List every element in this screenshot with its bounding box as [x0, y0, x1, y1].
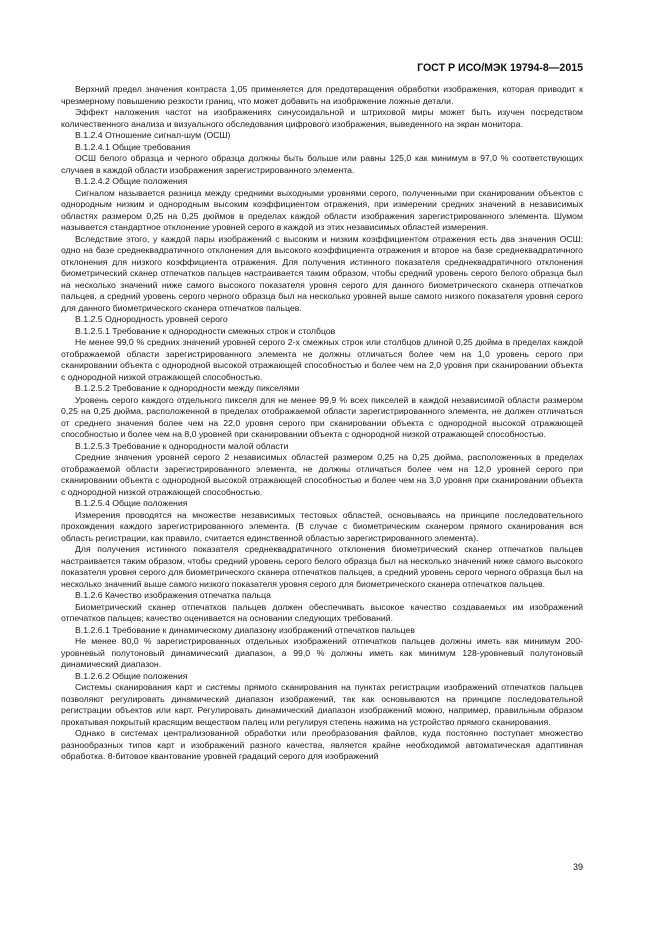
section-heading: В.1.2.4.2 Общие положения — [75, 176, 188, 186]
section-heading: В.1.2.6 Качество изображения отпечатка пальца — [75, 590, 271, 600]
paragraph: Вследствие этого, у каждой пары изображений с высоким и низким коэффициентом отражения есть два значения ОСШ: одно на базе среднеквадратичного отклонения для высокого коэффициента отражения и второе на базе среднеквадратичного отклонения для низкого коэффициента отражения. Для получения истинного показателя среднеквадратичного отклонения биометрический сканер отпечатков пальцев настраивается таким образом, чтобы средний уровень серого белого образца был на несколько значений ниже самого высокого показателя уровня серого для данного биометрического сканера отпечатков пальцев, а средний уровень серого черного образца был на несколько уровней выше самого низкого показателя уровня серого для данного биометрического сканера отпечатков пальцев. — [61, 233, 583, 313]
section-heading: В.1.2.4.1 Общие требования — [75, 141, 191, 152]
paragraph: Для получения истинного показателя среднеквадратичного отклонения биометрический сканер отпечатков пальцев настраивается таким образом, чтобы средний уровень серого белого образца был на несколько значений ниже самого высокого показателя уровня серого для биометрического сканера отпечатков пальцев, а средний уровень серого черного образца был на несколько значений выше самого низкого показателя уровня серого для биометрического сканера отпечатков пальцев. — [61, 544, 583, 589]
paragraph: Не менее 99,0 % средних значений уровней серого 2-х смежных строк или столбцов длиной 0,25 дюйма в пределах каждой отображаемой области зарегистрированного элемента не должны отличаться более чем на 1,0 уровень серого при сканировании объекта с однородной высокой отражающей способностью и более чем на 2,0 уровня при сканировании объекта с однородной низкой отражающей способностью. — [61, 337, 583, 382]
paragraph: Верхний предел значения контраста 1,05 применяется для предотвращения обработки изображения, которая приводит к чрезмерному повышению резкости границ, что может добавить на изображение ложные детали. — [61, 84, 583, 106]
section-heading: В.1.2.4 Отношение сигнал-шум (ОСШ) — [75, 130, 231, 140]
paragraph: Биометрический сканер отпечатков пальцев должен обеспечивать высокое качество создаваемых им изображений отпечатков пальцев; качество оценивается на основании следующих требований. — [61, 601, 583, 623]
section-heading: В.1.2.5 Однородность уровней серого — [75, 314, 228, 324]
paragraph: Средние значения уровней серого 2 независимых областей размером 0,25 на 0,25 дюйма, расположенных в пределах отображаемой области зарегистрированного элемента, не должны отличаться более чем на 12,0 уровней серого при сканировании объекта с однородной высокой отражающей способностью и более чем на 3,0 уровня при сканировании объекта с однородной низкой отражающей способностью. — [61, 452, 583, 497]
section-heading: В.1.2.5.4 Общие положения — [75, 498, 188, 508]
section-heading: В.1.2.6.1 Требование к динамическому диапазону изображений отпечатков пальцев — [75, 624, 415, 635]
section-heading: В.1.2.5.1 Требование к однородности смежных строк и столбцов — [75, 325, 336, 336]
paragraph: Измерения проводятся на множестве независимых тестовых областей, основываясь на принципе последовательного прохождения каждого зарегистрированного элемента. (В случае с биометрическим сканером прямого сканирования вся область регистрации, как правило, считается единственной областью зарегистрированного элемента). — [61, 509, 583, 543]
paragraph: Уровень серого каждого отдельного пикселя для не менее 99,9 % всех пикселей в каждой независимой области размером 0,25 на 0,25 дюйма, расположенной в пределах отображаемой области зарегистрированного элемента, не должен отличаться от среднего значения более чем на 22,0 уровня серого при сканировании объекта с однородной высокой отражающей способностью и более чем на 8,0 уровней при сканировании объекта с однородной низкой отражающей способностью. — [61, 394, 583, 439]
section-heading: В.1.2.5.3 Требование к однородности малой области — [75, 440, 289, 451]
paragraph: Сигналом называется разница между средними выходными уровнями серого, полученными при сканировании объектов с однородным низким и однородным высоким коэффициентом отражения, при измерении средних значений в независимых областях размером 0,25 на 0,25 дюймов в пределах каждой области изображения зарегистрированного элемента. Шумом называется стандартное отклонение уровней серого в каждой из этих независимых областей измерения. — [61, 187, 583, 232]
body-text — [61, 84, 583, 763]
section-heading: В.1.2.6.2 Общие положения — [75, 670, 188, 681]
paragraph: Системы сканирования карт и системы прямого сканирования на пунктах регистрации изображений отпечатков пальцев позволяют регулировать динамический диапазон изображений, так как основываются на принципе последовательной регистрации объектов или карт. Регулировать динамический диапазон изображений можно, например, правильным образом прокатывая покрытый красящим веществом палец или регулируя степень нажима на устройство прямого сканирования. — [61, 682, 583, 727]
paragraph: Однако в системах централизованной обработки или преобразования файлов, куда постоянно поступает множество разнообразных типов карт и изображений разного качества, является крайне необходимой автоматическая адаптивная обработка. 8-битовое квантование уровней градаций серого для изображений — [61, 728, 583, 761]
paragraph: Не менее 80,0 % зарегистрированных отдельных изображений отпечатков пальцев должны иметь как минимум 200-уровневый полутоновый динамический диапазон, а 99,0 % должны иметь как минимум 128-уровневый полутоновый динамический диапазон. — [61, 636, 583, 669]
standard-header: ГОСТ Р ИСО/МЭК 19794-8—2015 — [417, 62, 583, 74]
page-number: 39 — [572, 862, 583, 872]
section-heading: В.1.2.5.2 Требование к однородности между пикселями — [75, 383, 300, 393]
paragraph: ОСШ белого образца и черного образца должны быть больше или равны 125,0 как минимум в 97,0 % соответствующих случаев в каждой области изображения зарегистрированного элемента. — [61, 153, 583, 175]
paragraph: Эффект наложения частот на изображениях синусоидальной и штриховой миры может быть изучен посредством количественного анализа и визуального обследования цифрового изображения, выведенного на экран монитора. — [61, 107, 583, 129]
